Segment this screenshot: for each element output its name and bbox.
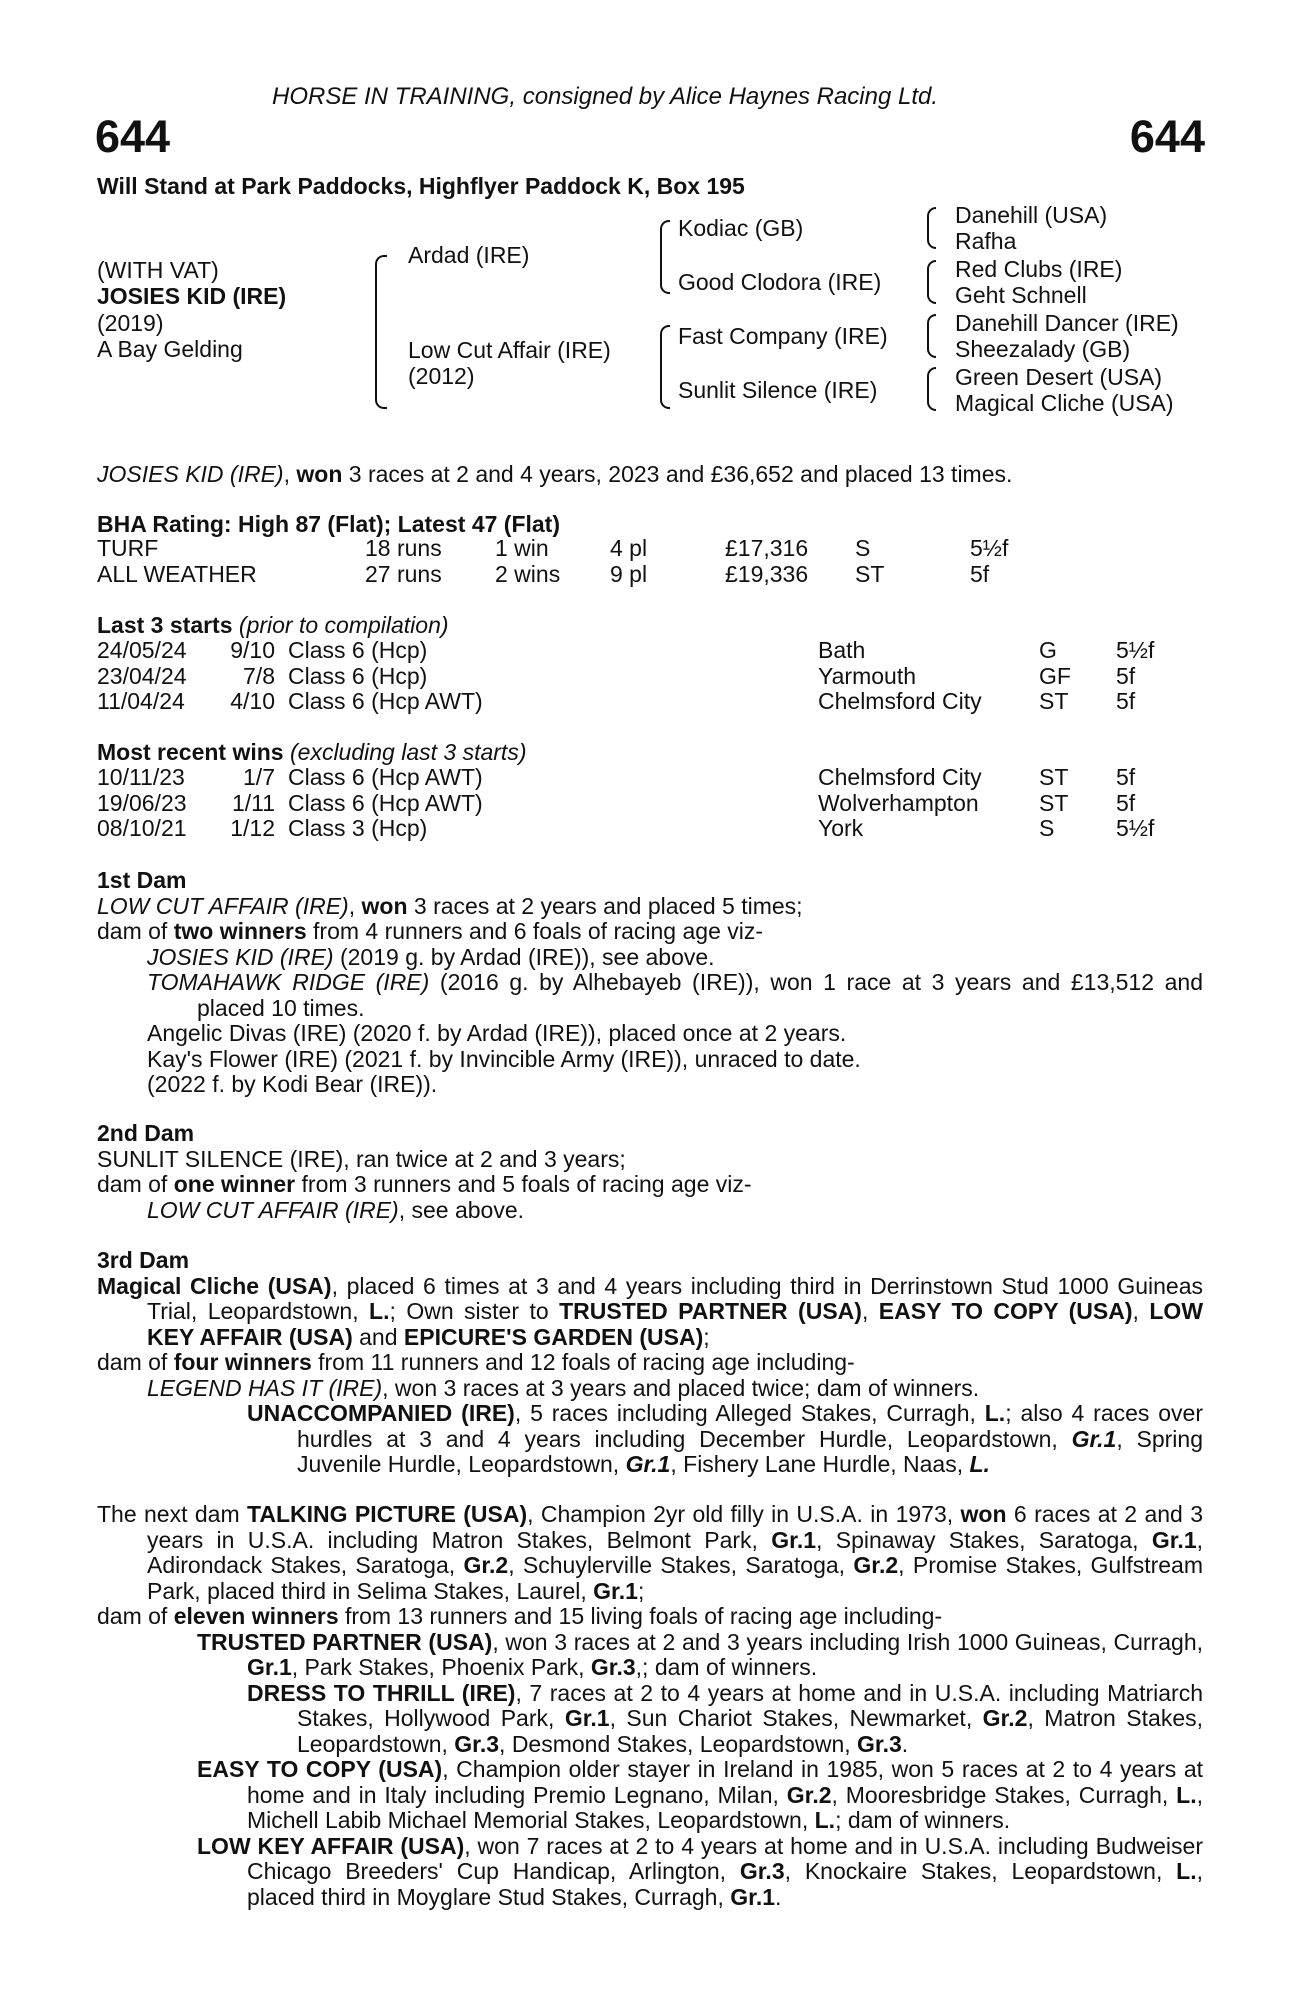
sep: , (348, 892, 362, 919)
race-position: 1/11 (231, 789, 275, 816)
surface: TURF (97, 535, 159, 561)
race-going: S (1039, 815, 1055, 841)
text: , placed 6 times at 3 and 4 years including third in Derrinstown Stud 1000 Guineas Trial, Leopardstown, (147, 1272, 1203, 1324)
last-starts-heading (97, 613, 449, 638)
pedigree-dsd: Sheezalady (GB) (955, 336, 1131, 362)
text: , Mooresbridge Stakes, Curragh, (831, 1781, 1177, 1808)
text: , placed third in Moyglare Stud Stakes, Curragh, (247, 1858, 1203, 1910)
produce-detail: , won 3 races at 3 years and placed twice; dam of winners. (382, 1374, 980, 1401)
produce-item (97, 1630, 1203, 1681)
race-date: 10/11/23 (97, 764, 185, 790)
race-course: York (818, 815, 864, 841)
horse-name: JOSIES KID (IRE) (97, 283, 287, 309)
produce-name: TRUSTED PARTNER (USA) (197, 1628, 493, 1655)
produce-detail: (2016 g. by Alhebayeb (IRE)), won 1 race at 3 years and £13,512 and placed 10 times. (197, 969, 1203, 1021)
listed-mark: L. (369, 1298, 390, 1324)
text: dam of (97, 918, 174, 944)
listed-mark: L. (984, 1400, 1006, 1426)
next-dam-section (97, 1502, 1203, 1910)
text: , Champion 2yr old filly in U.S.A. in 1973, (527, 1501, 961, 1527)
listed-mark: L. (969, 1451, 990, 1477)
group-mark: Gr.3 (739, 1858, 785, 1884)
race-position: 1/12 (230, 815, 275, 841)
text: , 5 races including Alleged Stakes, Curragh, (514, 1400, 985, 1426)
text: dam of (97, 1349, 174, 1375)
race-course: Yarmouth (818, 662, 917, 689)
race-course: Chelmsford City (818, 764, 982, 790)
listed-mark: L. (1176, 1781, 1197, 1808)
dam-name: TALKING PICTURE (USA) (247, 1501, 528, 1527)
first-dam-heading: 1st Dam (97, 867, 187, 893)
text: and (352, 1323, 404, 1350)
last-starts-title: Last 3 starts (97, 612, 233, 638)
consignment-line: HORSE IN TRAINING, consigned by Alice Haynes Racing Ltd. (272, 83, 939, 110)
race-distance: 5½f (1116, 815, 1155, 841)
text: ; dam of winners. (835, 1807, 1011, 1833)
race-going: GF (1039, 662, 1071, 689)
race-distance: 5f (1116, 688, 1136, 714)
produce-item (97, 970, 1203, 1021)
sibling-name: LOW KEY AFFAIR (USA) (147, 1298, 1204, 1350)
bha-table (97, 536, 1207, 587)
text: , Park Stakes, Phoenix Park, (291, 1654, 591, 1680)
text: from 4 runners and 6 foals of racing age viz- (306, 918, 764, 944)
text: , Desmond Stakes, Leopardstown, (499, 1730, 858, 1757)
text: from 11 runners and 12 foals of racing age including- (311, 1349, 855, 1375)
race-course: Wolverhampton (818, 789, 979, 816)
produce-name: LOW CUT AFFAIR (IRE) (147, 1196, 399, 1223)
third-dam-paragraph (97, 1274, 1203, 1351)
group-mark: Gr.3 (454, 1730, 500, 1757)
next-dam-paragraph (97, 1502, 1203, 1604)
group-mark: Gr.2 (982, 1705, 1028, 1731)
win-row (97, 765, 1207, 791)
text: from 3 runners and 5 foals of racing age viz- (295, 1171, 752, 1197)
first-dam-section (97, 868, 1203, 1098)
produce-detail: (2019 g. by Ardad (IRE)), see above. (333, 943, 715, 970)
race-course: Chelmsford City (818, 688, 982, 714)
prize: £17,316 (725, 535, 809, 561)
text: The next dam (97, 1501, 248, 1527)
group-mark: Gr.1 (564, 1705, 610, 1731)
pedigree-dam-dam: Sunlit Silence (IRE) (678, 377, 878, 403)
text: , Knockaire Stakes, Leopardstown, (784, 1858, 1177, 1884)
text: dam of (97, 1603, 174, 1629)
recent-wins-title: Most recent wins (97, 739, 284, 765)
text: , (1132, 1298, 1150, 1324)
group-mark: Gr.2 (853, 1552, 899, 1578)
produce-name: EASY TO COPY (USA) (197, 1756, 443, 1782)
runs: 27 runs (365, 560, 442, 587)
pedigree-dam-sire: Fast Company (IRE) (678, 323, 888, 349)
third-dam-produce-line (97, 1350, 1203, 1376)
sibling-name: TRUSTED PARTNER (USA) (559, 1298, 862, 1324)
race-date: 08/10/21 (97, 815, 187, 841)
pedigree-sire-dam: Good Clodora (IRE) (678, 269, 882, 295)
winners: two winners (173, 918, 307, 944)
win-row (97, 791, 1207, 817)
produce-item (97, 1681, 1203, 1758)
listed-mark: L. (1176, 1858, 1197, 1884)
text: , 7 races at 2 to 4 years at home and in U.S.A. including Matriarch Stakes, Hollywood Park, (297, 1679, 1203, 1731)
group-mark: Gr.1 (771, 1526, 817, 1553)
won: won (960, 1501, 1007, 1527)
group-mark: Gr.2 (786, 1781, 832, 1808)
race-course: Bath (818, 637, 866, 663)
group-mark: Gr.1 (593, 1577, 638, 1604)
group-mark: Gr.1 (1151, 1526, 1197, 1553)
race-date: 24/05/24 (97, 637, 187, 663)
group-mark: Gr.1 (625, 1451, 671, 1477)
text: , Spinaway Stakes, Saratoga, (816, 1526, 1152, 1553)
text: ; also 4 races over hurdles at 3 and 4 years including December Hurdle, Leopardstown, (297, 1400, 1204, 1452)
pedigree-brace-sd (927, 260, 936, 304)
second-dam-produce-line (97, 1172, 1203, 1198)
going: ST (855, 560, 885, 587)
text: , won 3 races at 2 and 3 years including Irish 1000 Guineas, Curragh, (492, 1628, 1204, 1655)
race-distance: 5f (1116, 764, 1136, 790)
rest: 3 races at 2 years and placed 5 times; (407, 892, 803, 919)
text: , (861, 1298, 879, 1324)
group-mark: Gr.1 (730, 1883, 776, 1910)
text: , Sun Chariot Stakes, Newmarket, (609, 1705, 983, 1731)
text: ; (703, 1323, 710, 1350)
pedigree-sdd: Geht Schnell (955, 282, 1087, 308)
produce-item (97, 1834, 1203, 1911)
pedigree-dam: Low Cut Affair (IRE) (408, 337, 611, 363)
produce-item: (2022 f. by Kodi Bear (IRE)). (147, 1071, 438, 1097)
listed-mark: L. (814, 1807, 836, 1833)
produce-name: JOSIES KID (IRE) (147, 943, 334, 970)
summary-name: JOSIES KID (IRE) (97, 461, 284, 487)
surface: ALL WEATHER (97, 560, 257, 587)
text: dam of (97, 1171, 174, 1197)
bha-rating-heading: BHA Rating: High 87 (Flat); Latest 47 (Flat) (97, 511, 560, 537)
start-row (97, 638, 1207, 664)
recent-wins-note: (excluding last 3 starts) (283, 739, 527, 765)
dam-name: Magical Cliche (USA) (97, 1272, 332, 1299)
race-date: 11/04/24 (97, 688, 185, 714)
sibling-name: EPICURE'S GARDEN (USA) (403, 1323, 704, 1350)
bha-row-turf (97, 536, 1207, 562)
text: , Adirondack Stakes, Saratoga, (147, 1526, 1204, 1578)
produce-item (97, 1376, 1203, 1402)
summary-won: won (296, 461, 343, 487)
produce-name: TOMAHAWK RIDGE (IRE) (147, 969, 430, 995)
second-dam-line: SUNLIT SILENCE (IRE), ran twice at 2 and 3 years; (97, 1145, 626, 1172)
pedigree-brace-dam (660, 325, 670, 409)
pedigree-dam-year: (2012) (408, 363, 475, 389)
prize: £19,336 (725, 560, 809, 587)
pedigree-sire-sire: Kodiac (GB) (678, 215, 804, 241)
text: from 13 runners and 15 living foals of racing age including- (338, 1603, 943, 1629)
race-class: Class 6 (Hcp) (288, 637, 428, 663)
race-distance: 5f (1116, 662, 1136, 689)
last-starts-table (97, 638, 1207, 715)
produce-item (97, 1401, 1203, 1478)
wins: 1 win (495, 535, 549, 561)
pedigree-brace-main (375, 255, 387, 409)
produce-item: Angelic Divas (IRE) (2020 f. by Ardad (IRE)), placed once at 2 years. (147, 1020, 847, 1046)
vat-note: (WITH VAT) (97, 257, 219, 283)
produce-name: DRESS TO THRILL (IRE) (247, 1679, 516, 1706)
pedigree-brace-dd (927, 367, 936, 411)
produce-item (97, 1198, 1203, 1224)
race-going: G (1039, 637, 1057, 663)
first-dam-line (97, 894, 1203, 920)
placed: 9 pl (610, 560, 648, 587)
race-class: Class 6 (Hcp AWT) (288, 688, 483, 714)
winners: eleven winners (173, 1603, 339, 1629)
race-summary (97, 462, 1012, 487)
text: , Promise Stakes, Gulfstream Park, placed third in Selima Stakes, Laurel, (147, 1552, 1204, 1604)
placed: 4 pl (610, 535, 648, 561)
race-class: Class 3 (Hcp) (288, 815, 428, 841)
recent-wins-heading (97, 740, 526, 765)
next-dam-produce-line (97, 1604, 1203, 1630)
text: ; (637, 1577, 645, 1604)
group-mark: Gr.2 (463, 1552, 509, 1578)
stand-location: Will Stand at Park Paddocks, Highflyer Paddock K, Box 195 (97, 173, 745, 199)
text: , Schuylerville Stakes, Saratoga, (508, 1552, 854, 1578)
second-dam-section (97, 1121, 1203, 1223)
start-row (97, 689, 1207, 715)
recent-wins-table (97, 765, 1207, 842)
text: . (775, 1883, 782, 1910)
winners: one winner (173, 1171, 296, 1197)
summary-rest: 3 races at 2 and 4 years, 2023 and £36,652 and placed 13 times. (342, 461, 1013, 487)
group-mark: Gr.3 (590, 1654, 636, 1680)
text: . (901, 1730, 909, 1757)
produce-name: LEGEND HAS IT (IRE) (147, 1374, 383, 1401)
pedigree-sds: Red Clubs (IRE) (955, 256, 1123, 282)
pedigree-ssd: Rafha (955, 228, 1017, 254)
race-date: 19/06/23 (97, 789, 187, 816)
produce-item: Kay's Flower (IRE) (2021 f. by Invincible Army (IRE)), unraced to date. (147, 1045, 861, 1072)
race-class: Class 6 (Hcp AWT) (288, 789, 483, 816)
distance: 5f (970, 560, 990, 587)
start-row (97, 664, 1207, 690)
race-class: Class 6 (Hcp AWT) (288, 764, 483, 790)
first-dam-produce-line (97, 919, 1203, 945)
pedigree-sire: Ardad (IRE) (408, 242, 530, 268)
group-mark: Gr.1 (247, 1654, 292, 1680)
runs: 18 runs (365, 535, 442, 561)
race-position: 7/8 (243, 662, 275, 689)
race-date: 23/04/24 (97, 662, 187, 689)
third-dam-section (97, 1248, 1203, 1478)
distance: 5½f (970, 535, 1009, 561)
pedigree-brace-ds (927, 314, 936, 358)
race-going: ST (1039, 764, 1069, 790)
group-mark: Gr.3 (857, 1730, 902, 1757)
text: , Matron Stakes, Leopardstown, (297, 1705, 1203, 1757)
horse-description: A Bay Gelding (97, 336, 243, 362)
lot-number-right: 644 (1129, 111, 1205, 162)
second-dam-heading: 2nd Dam (97, 1120, 195, 1146)
summary-sep: , (283, 461, 297, 487)
race-distance: 5f (1116, 789, 1136, 816)
produce-item (97, 945, 1203, 971)
text: , Michell Labib Michael Memorial Stakes, Leopardstown, (247, 1781, 1203, 1833)
last-starts-note: (prior to compilation) (232, 612, 449, 638)
text: , Fishery Lane Hurdle, Naas, (670, 1451, 970, 1477)
pedigree-sss: Danehill (USA) (955, 202, 1108, 228)
race-position: 9/10 (230, 637, 275, 663)
third-dam-heading: 3rd Dam (97, 1247, 190, 1273)
produce-detail: , see above. (398, 1196, 525, 1223)
text: , Champion older stayer in Ireland in 1985, won 5 races at 2 to 4 years at home and in Italy including Premio Legnano, Milan, (247, 1756, 1204, 1808)
race-distance: 5½f (1116, 637, 1155, 663)
win-row (97, 816, 1207, 842)
race-going: ST (1039, 789, 1069, 816)
pedigree-brace-ss (927, 207, 936, 249)
wins: 2 wins (495, 560, 561, 587)
going: S (855, 535, 871, 561)
dam-name: LOW CUT AFFAIR (IRE) (97, 892, 349, 919)
race-position: 4/10 (230, 688, 275, 714)
produce-name: LOW KEY AFFAIR (USA) (197, 1832, 465, 1859)
text: 6 races at 2 and 3 years in U.S.A. including Matron Stakes, Belmont Park, (147, 1501, 1204, 1553)
pedigree-ddd: Magical Cliche (USA) (955, 390, 1174, 416)
text: ; Own sister to (389, 1298, 560, 1324)
race-position: 1/7 (243, 764, 275, 790)
produce-item (97, 1757, 1203, 1834)
pedigree-dds: Green Desert (USA) (955, 364, 1163, 390)
pedigree-brace-sire (660, 220, 670, 294)
race-going: ST (1039, 688, 1069, 714)
group-mark: Gr.1 (1071, 1425, 1117, 1452)
lot-number-left: 644 (95, 111, 171, 162)
text: , won 7 races at 2 to 4 years at home and in U.S.A. including Budweiser Chicago Breeders' Cup Handicap, Arlington, (247, 1832, 1203, 1884)
bha-row-all-weather (97, 562, 1207, 588)
text: , Spring Juvenile Hurdle, Leopardstown, (297, 1425, 1204, 1477)
horse-year: (2019) (97, 310, 164, 336)
sibling-name: EASY TO COPY (USA) (878, 1298, 1133, 1324)
won: won (361, 892, 408, 919)
produce-name: UNACCOMPANIED (IRE) (247, 1400, 515, 1426)
race-class: Class 6 (Hcp) (288, 662, 428, 689)
pedigree-dss: Danehill Dancer (IRE) (955, 310, 1179, 336)
text: ,; dam of winners. (635, 1654, 818, 1680)
winners: four winners (173, 1349, 312, 1375)
